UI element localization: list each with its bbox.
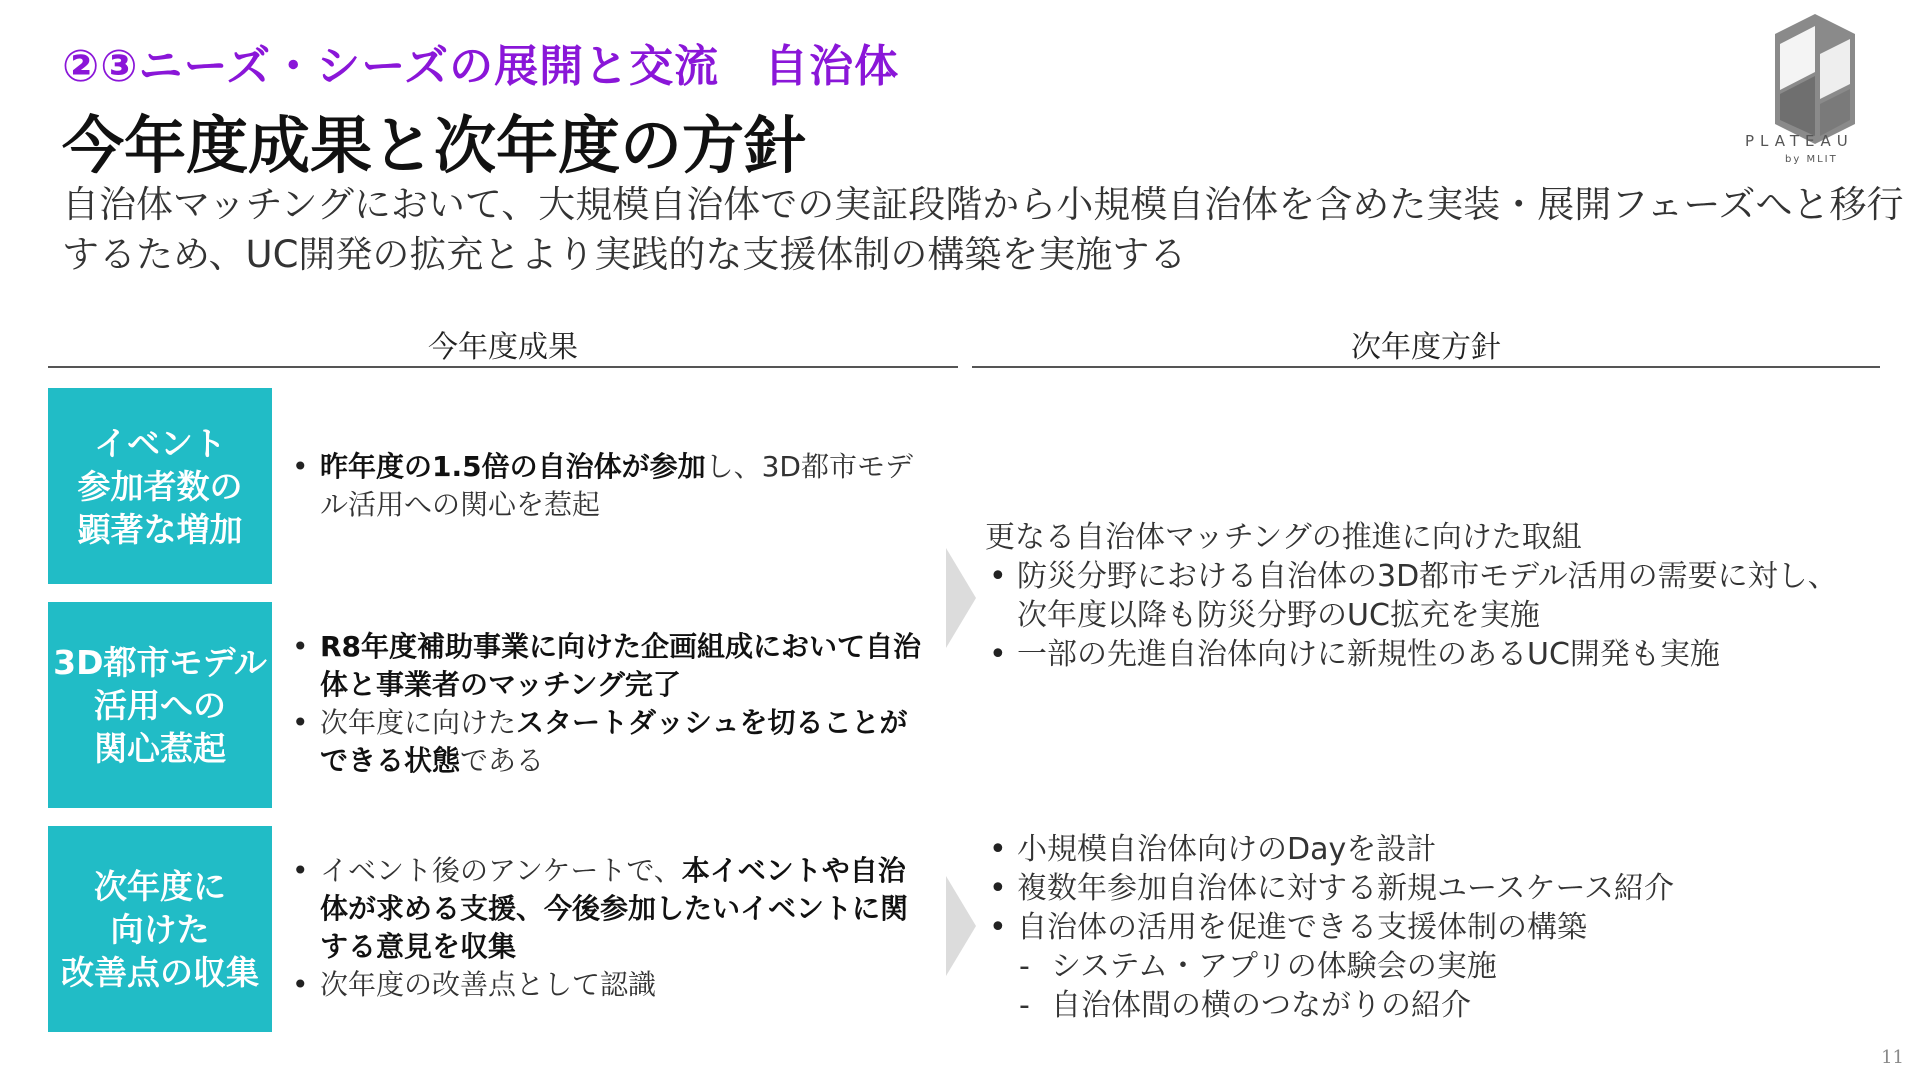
plateau-logo-text: PLATEAU	[1745, 132, 1854, 150]
list-item	[290, 852, 930, 966]
results-list-3	[290, 852, 930, 1004]
category-box-event	[48, 388, 272, 584]
category-box-interest	[48, 602, 272, 808]
list-item	[290, 966, 930, 1004]
dash-marker: -	[1019, 988, 1030, 1023]
bold-text: 昨年度の1.5倍の自治体が参加	[320, 450, 706, 483]
category-line: 参加者数の	[77, 466, 243, 506]
category-line: 3D都市モデル	[53, 642, 267, 682]
page-number: 11	[1881, 1047, 1904, 1068]
plain-text: 次年度の改善点として認識	[320, 968, 657, 1001]
bold-text: R8年度補助事業に向けた企画組成において自治体と事業者のマッチング完了	[320, 630, 922, 701]
category-line: 顕著な増加	[77, 509, 243, 549]
lead-line-2: するため、UC開発の拡充とより実践的な支援体制の構築を実施する	[62, 233, 1187, 276]
category-line: 活用への	[94, 685, 226, 725]
list-item: • 小規模自治体向けのDayを設計	[985, 830, 1865, 869]
plain-text: 次年度に向けた	[320, 706, 517, 739]
section-subtitle: ②③ニーズ・シーズの展開と交流 自治体	[62, 41, 900, 92]
category-line: 次年度に	[94, 866, 226, 906]
category-line: 関心惹起	[94, 728, 226, 768]
category-line: イベント	[94, 423, 226, 463]
category-line: 改善点の収集	[61, 952, 259, 992]
list-item	[290, 704, 930, 780]
list-item: • 自治体の活用を促進できる支援体制の構築	[985, 908, 1865, 947]
list-item: • 複数年参加自治体に対する新規ユースケース紹介	[985, 869, 1865, 908]
plateau-cube-icon	[1740, 14, 1890, 174]
dash-marker: -	[1019, 949, 1030, 984]
policy-heading: 更なる自治体マッチングの推進に向けた取組	[985, 520, 1582, 555]
lead-line-1: 自治体マッチングにおいて、大規模自治体での実証段階から小規模自治体を含めた実装・展開フェーズへと移行	[62, 183, 1904, 226]
lead-text	[62, 180, 1904, 280]
plain-text: し、3D都市モデル活用への関心を惹起	[320, 450, 913, 521]
sub-list-item	[985, 986, 1865, 1025]
list-item	[290, 448, 930, 524]
sub-list-item	[985, 947, 1865, 986]
plain-text: イベント後のアンケートで、	[320, 854, 682, 887]
policy-block-bottom	[985, 830, 1865, 1025]
policy-list-top	[985, 557, 1865, 674]
page-title: 今年度成果と次年度の方針	[62, 109, 807, 182]
plateau-logo-sub: by MLIT	[1785, 154, 1838, 165]
category-line: 向けた	[110, 909, 210, 949]
column-divider-right	[972, 366, 1880, 368]
bold-text: 本イベントや自治体が求める支援、今後参加したいイベントに関する意見を収集	[320, 854, 909, 963]
list-item	[290, 628, 930, 704]
arrow-right-icon	[946, 548, 976, 648]
list-item: • 防災分野における自治体の3D都市モデル活用の需要に対し、次年度以降も防災分野のUC拡充を実施	[985, 557, 1865, 635]
results-list-1	[290, 448, 930, 524]
sub-item-text: システム・アプリの体験会の実施	[1051, 949, 1497, 984]
bold-text: スタートダッシュを切ることができる状態	[320, 706, 908, 777]
policy-block-top	[985, 518, 1865, 674]
plain-text: である	[460, 744, 545, 777]
sub-item-text: 自治体間の横のつながりの紹介	[1051, 988, 1471, 1023]
column-header-results: 今年度成果	[428, 330, 578, 365]
results-list-2	[290, 628, 930, 780]
arrow-right-icon	[946, 876, 976, 976]
column-header-policy: 次年度方針	[1351, 330, 1501, 365]
list-item: • 一部の先進自治体向けに新規性のあるUC開発も実施	[985, 635, 1865, 674]
category-box-improvement	[48, 826, 272, 1032]
policy-list-bottom	[985, 830, 1865, 947]
column-divider-left	[48, 366, 958, 368]
